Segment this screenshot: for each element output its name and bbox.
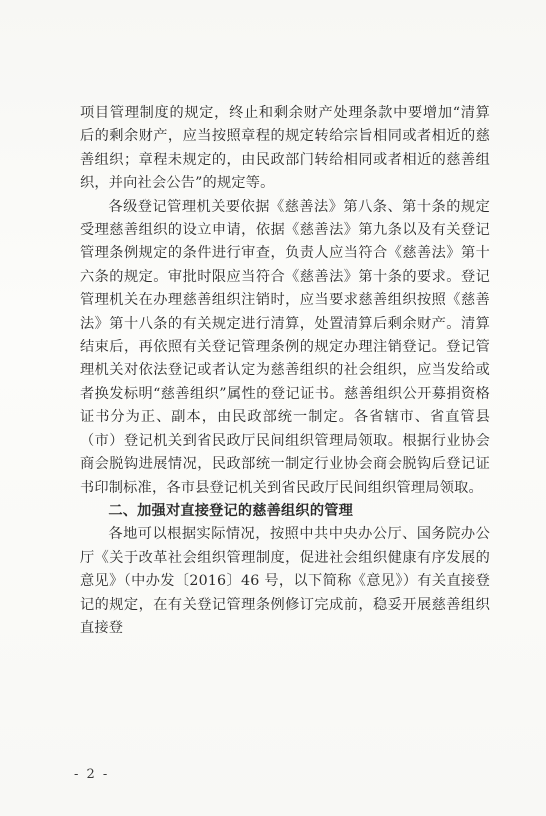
paragraph-registration: 各级登记管理机关要依据《慈善法》第八条、第十条的规定受理慈善组织的设立申请，依据《慈善法》第九条以及有关登记管理条例规定的条件进行审查，负责人应当符合《慈善法》第十六条的规定。审批时限应当符合《慈善法》第十条的要求。登记管理机关在办理慈善组织注销时，应当要求慈善组织按照《慈善法》第十八条的有关规定进行清算，处置清算后剩余财产。清算结束后，再依照有关登记管理条例的规定办理注销登记。登记管理机关对依法登记或者认定为慈善组织的社会组织，应当发给或者换发标明“慈善组织”属性的登记证书。慈善组织公开募捐资格证书分为正、副本，由民政部统一制定。各省辖市、省直管县（市）登记机关到省民政厅民间组织管理局领取。根据行业协会商会脱钩进展情况，民政部统一制定行业协会商会脱钩后登记证书印制标准，各市县登记机关到省民政厅民间组织管理局领取。 bbox=[80, 198, 490, 496]
paragraph-continuation: 项目管理制度的规定，终止和剩余财产处理条款中要增加“清算后的剩余财产，应当按照章程的规定转给宗旨相同或者相近的慈善组织；章程未规定的，由民政部门转给相同或者相近的慈善组织，并向社会公告”的规定等。 bbox=[80, 105, 490, 192]
page-number: - 2 - bbox=[74, 767, 110, 782]
paragraph-direct-registration: 各地可以根据实际情况，按照中共中央办公厅、国务院办公厅《关于改革社会组织管理制度，促进社会组织健康有序发展的意见》（中办发〔2016〕46 号，以下简称《意见》）有关直接登记的规定，在有关登记管理条例修订完成前，稳妥开展慈善组织直接登 bbox=[80, 526, 490, 636]
document-body bbox=[80, 102, 490, 640]
section-heading: 二、加强对直接登记的慈善组织的管理 bbox=[108, 502, 353, 519]
